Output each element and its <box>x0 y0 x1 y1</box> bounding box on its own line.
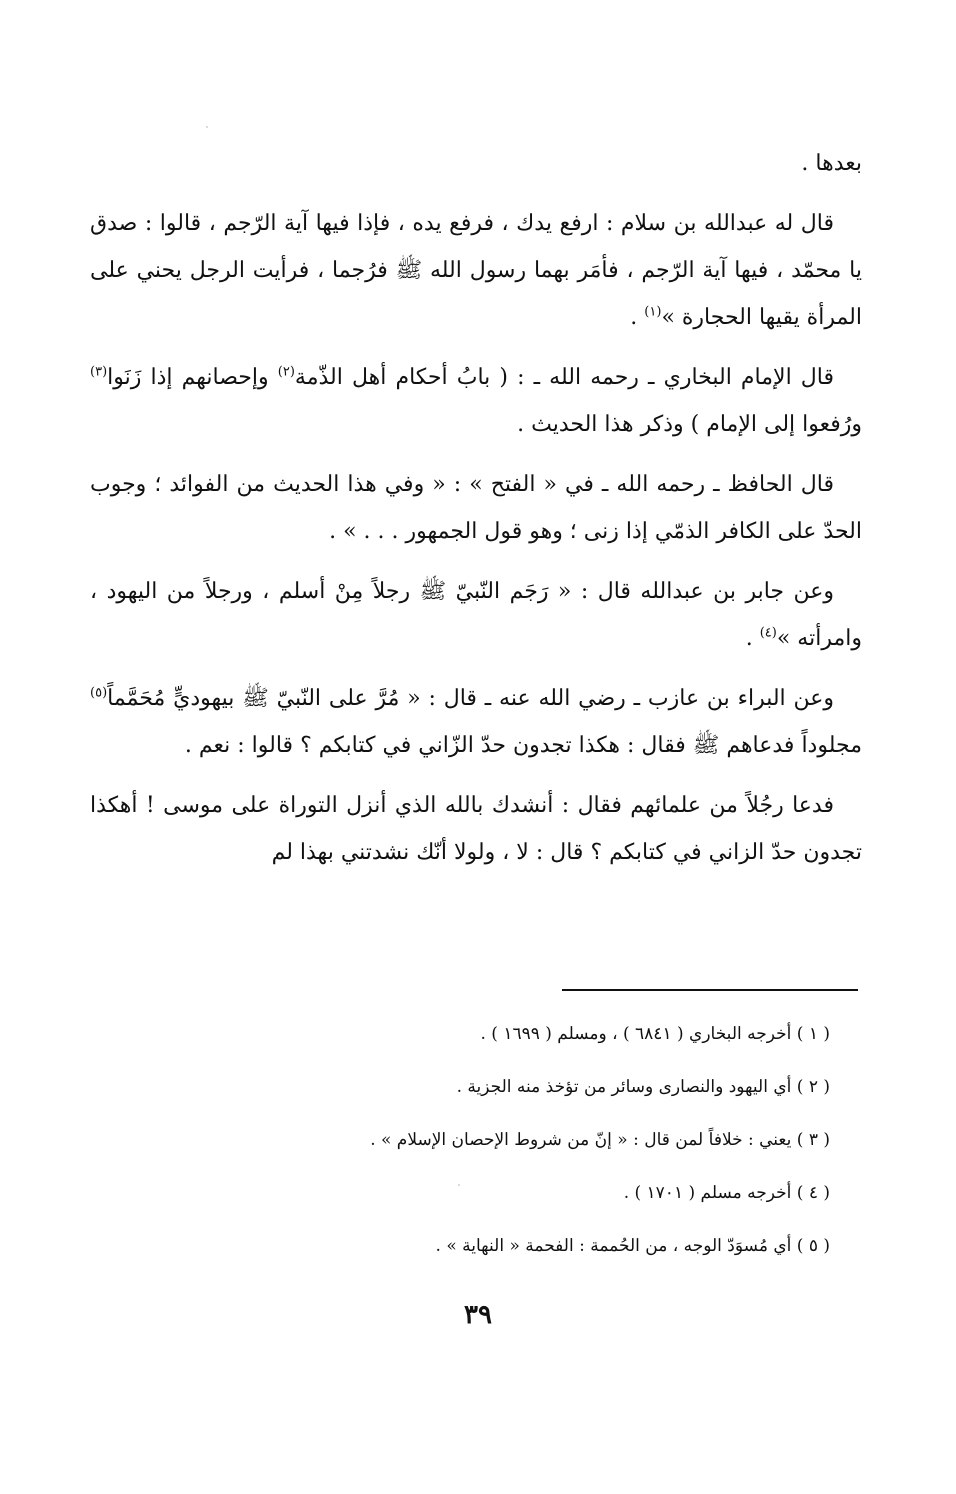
paragraph-text: قال له عبدالله بن سلام : ارفع يدك ، فرفع يده ، فإذا فيها آية الرّجم ، قالوا : صدق يا محمّد ، فيها آية الرّجم ، فأمَر بهما رسول الله ﷺ فرُجما ، فرأيت الرجل يحني على المرأة يقيها الحجارة » <box>90 211 862 330</box>
footnotes <box>200 1008 830 1273</box>
footnote: ( ٣ ) يعني : خلافاً لمن قال : « إنّ من شروط الإحصان الإسلام » . <box>370 1130 830 1150</box>
footnote: ( ٥ ) أي مُسوَدّ الوجه ، من الحُممة : الفحمة « النهاية » . <box>435 1236 830 1256</box>
footnote-divider <box>562 989 858 991</box>
paragraph <box>90 354 862 448</box>
footnote: ( ١ ) أخرجه البخاري ( ٦٨٤١ ) ، ومسلم ( ١٦٩٩ ) . <box>480 1024 830 1044</box>
paragraph-text: وعن جابر بن عبدالله قال : « رَجَم النّبيّ ﷺ رجلاً مِنْ أسلم ، ورجلاً من اليهود ، وامرأته » <box>90 579 862 651</box>
paragraph-text: ورُفعوا إلى الإمام ) وذكر هذا الحديث . <box>517 412 862 437</box>
paragraph <box>90 200 862 341</box>
paragraph-text: قال الإمام البخاري ـ رحمه الله ـ : ( بابُ أحكام أهل الذّمة <box>294 365 835 390</box>
paragraph-text: فدعا رجُلاً من علمائهم فقال : أنشدك بالله الذي أنزل التوراة على موسى ! أهكذا تجدون حدّ الزاني في كتابكم ؟ قال : لا ، ولولا أنّك نشدتني بهذا لم <box>90 793 862 865</box>
footnote: ( ٤ ) أخرجه مسلم ( ١٧٠١ ) . <box>623 1183 830 1203</box>
scan-speck <box>206 126 208 128</box>
footnote-marker: (٤) <box>759 625 777 641</box>
page-number: ٣٩ <box>464 1300 492 1330</box>
paragraph-text: قال الحافظ ـ رحمه الله ـ في « الفتح » : « وفي هذا الحديث من الفوائد ؛ وجوب الحدّ على الكافر الذمّي إذا زنى ؛ وهو قول الجمهور . . . » . <box>90 472 862 544</box>
paragraph-text: مجلوداً فدعاهم ﷺ فقال : هكذا تجدون حدّ الزّاني في كتابكم ؟ قالوا : نعم . <box>184 733 862 758</box>
paragraph-text: . <box>745 626 760 651</box>
footnote-marker: (٥) <box>90 685 108 701</box>
paragraph <box>90 140 862 187</box>
paragraph-text: وعن البراء بن عازب ـ رضي الله عنه ـ قال : « مُرَّ على النّبيّ ﷺ بيهوديٍّ مُحَمَّماً <box>107 686 834 711</box>
paragraph-text: . <box>630 305 645 330</box>
paragraph <box>90 568 862 662</box>
paragraph <box>90 461 862 555</box>
main-text <box>90 140 862 889</box>
paragraph <box>90 782 862 876</box>
paragraph-text: وإحصانهم إذا زَنَوا <box>107 365 278 390</box>
footnote: ( ٢ ) أي اليهود والنصارى وسائر من تؤخذ منه الجزية . <box>456 1077 830 1097</box>
footnote-marker: (٣) <box>90 364 108 380</box>
paragraph-text: بعدها . <box>801 151 862 176</box>
footnote-marker: (٢) <box>277 364 295 380</box>
scan-speck <box>458 1184 460 1186</box>
paragraph <box>90 675 862 769</box>
footnote-marker: (١) <box>644 304 662 320</box>
